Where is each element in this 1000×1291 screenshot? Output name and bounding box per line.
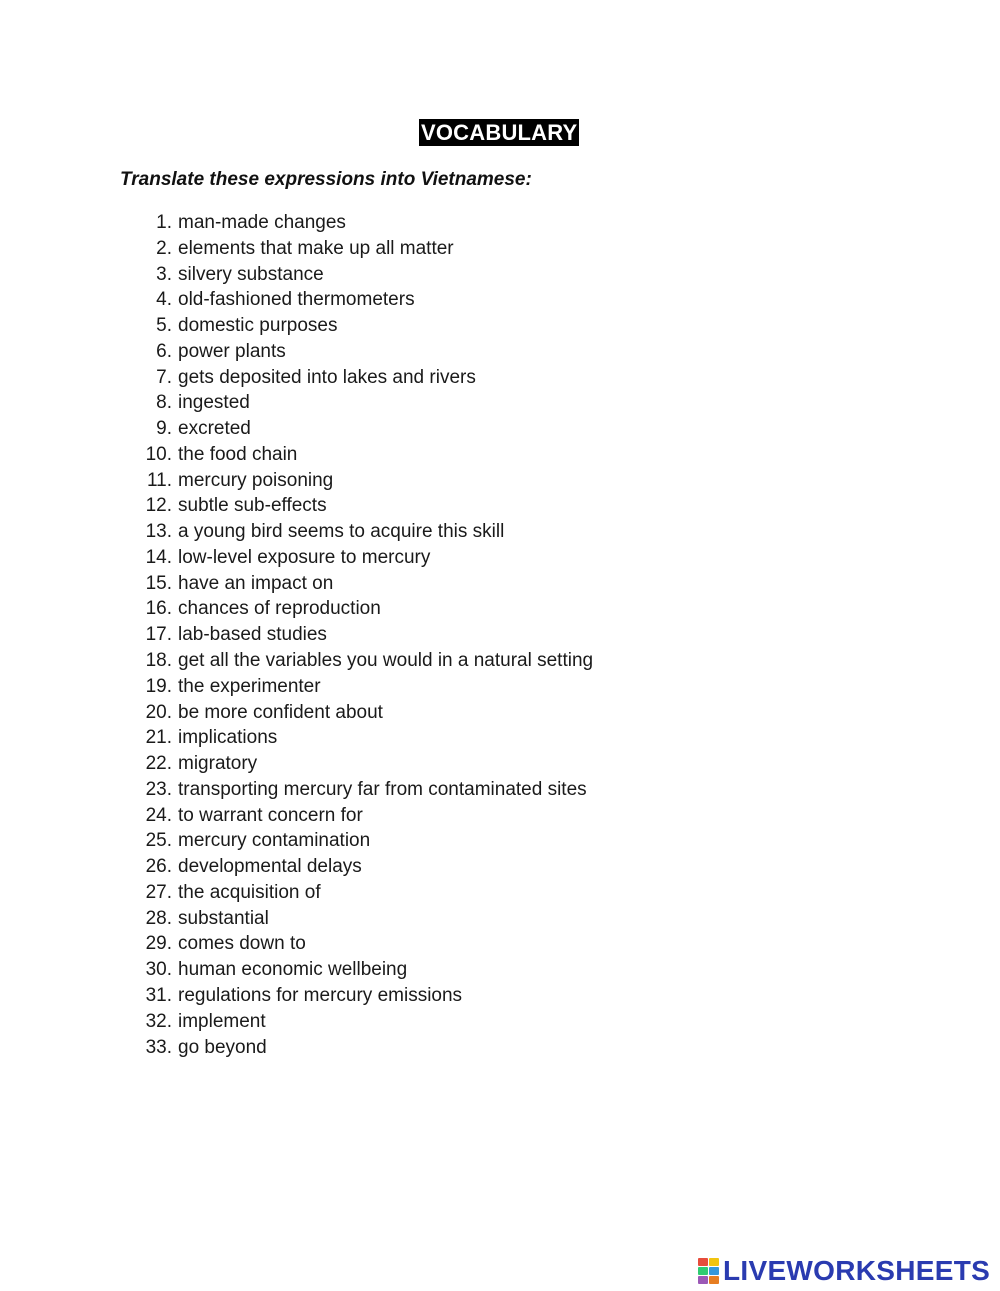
- item-expression: gets deposited into lakes and rivers: [178, 366, 476, 388]
- item-expression: elements that make up all matter: [178, 237, 454, 259]
- item-number: 28.: [145, 907, 172, 929]
- item-expression: the experimenter: [178, 675, 321, 697]
- item-number: 13.: [145, 521, 172, 543]
- item-number: 33.: [145, 1036, 172, 1058]
- item-expression: migratory: [178, 753, 258, 775]
- page-title: VOCABULARY: [421, 120, 578, 145]
- item-number: 19.: [145, 675, 172, 697]
- item-number: 5.: [156, 315, 172, 337]
- item-expression: the acquisition of: [178, 881, 321, 903]
- item-number: 25.: [145, 830, 172, 852]
- item-expression: substantial: [178, 907, 269, 929]
- item-number: 1.: [156, 212, 172, 233]
- item-expression: comes down to: [178, 933, 306, 955]
- item-expression: be more confident about: [178, 701, 383, 723]
- item-number: 6.: [156, 340, 172, 362]
- item-expression: chances of reproduction: [178, 598, 381, 620]
- item-number: 11.: [146, 469, 172, 491]
- item-expression: implications: [178, 727, 278, 749]
- item-number: 8.: [156, 392, 172, 414]
- item-expression: mercury poisoning: [178, 469, 334, 491]
- item-number: 20.: [145, 701, 172, 723]
- logo-block: [709, 1258, 719, 1266]
- logo-block: [709, 1276, 719, 1284]
- item-expression: power plants: [178, 340, 286, 362]
- item-number: 16.: [145, 598, 172, 620]
- item-number: 2.: [156, 237, 172, 259]
- item-expression: domestic purposes: [178, 315, 338, 337]
- item-number: 7.: [156, 366, 172, 388]
- item-expression: go beyond: [178, 1036, 267, 1058]
- logo-block: [698, 1276, 708, 1284]
- logo-wordmark: LIVEWORKSHEETS: [723, 1255, 991, 1286]
- item-expression: developmental delays: [178, 856, 362, 878]
- item-expression: lab-based studies: [178, 624, 327, 646]
- liveworksheets-blocks-icon: [698, 1258, 719, 1284]
- item-expression: subtle sub-effects: [178, 495, 327, 517]
- item-expression: transporting mercury far from contaminated sites: [178, 778, 587, 800]
- item-expression: silvery substance: [178, 263, 324, 285]
- item-expression: a young bird seems to acquire this skill: [178, 521, 505, 543]
- item-number: 3.: [156, 263, 172, 285]
- item-expression: implement: [178, 1010, 266, 1032]
- logo-block: [698, 1258, 708, 1266]
- item-number: 18.: [145, 650, 172, 672]
- instruction-text: Translate these expressions into Vietnamese:: [120, 169, 532, 190]
- item-number: 21.: [145, 727, 172, 749]
- item-expression: ingested: [178, 392, 250, 414]
- item-expression: excreted: [178, 418, 251, 440]
- item-number: 23.: [145, 778, 172, 800]
- item-number: 22.: [145, 753, 172, 775]
- item-expression: to warrant concern for: [178, 804, 363, 826]
- item-number: 4.: [156, 289, 172, 311]
- logo-block: [709, 1267, 719, 1275]
- item-number: 32.: [145, 1010, 172, 1032]
- logo-block: [698, 1267, 708, 1275]
- item-number: 15.: [145, 572, 172, 594]
- item-number: 27.: [145, 881, 172, 903]
- item-number: 14.: [145, 546, 172, 568]
- liveworksheets-logo: [698, 1256, 990, 1286]
- item-number: 9.: [156, 418, 172, 440]
- item-expression: the food chain: [178, 443, 298, 465]
- item-number: 29.: [145, 933, 172, 955]
- item-expression: low-level exposure to mercury: [178, 546, 431, 568]
- item-expression: human economic wellbeing: [178, 959, 408, 981]
- item-number: 30.: [145, 959, 172, 981]
- item-number: 24.: [145, 804, 172, 826]
- item-number: 17.: [145, 624, 172, 646]
- item-expression: have an impact on: [178, 572, 334, 594]
- item-number: 12.: [145, 495, 172, 517]
- item-number: 10.: [145, 443, 172, 465]
- item-expression: mercury contamination: [178, 830, 371, 852]
- item-expression: get all the variables you would in a natural setting: [178, 650, 594, 672]
- item-number: 26.: [145, 856, 172, 878]
- item-number: 31.: [145, 984, 172, 1006]
- item-expression: man-made changes: [178, 212, 346, 233]
- item-expression: regulations for mercury emissions: [178, 984, 463, 1006]
- item-expression: old-fashioned thermometers: [178, 289, 415, 311]
